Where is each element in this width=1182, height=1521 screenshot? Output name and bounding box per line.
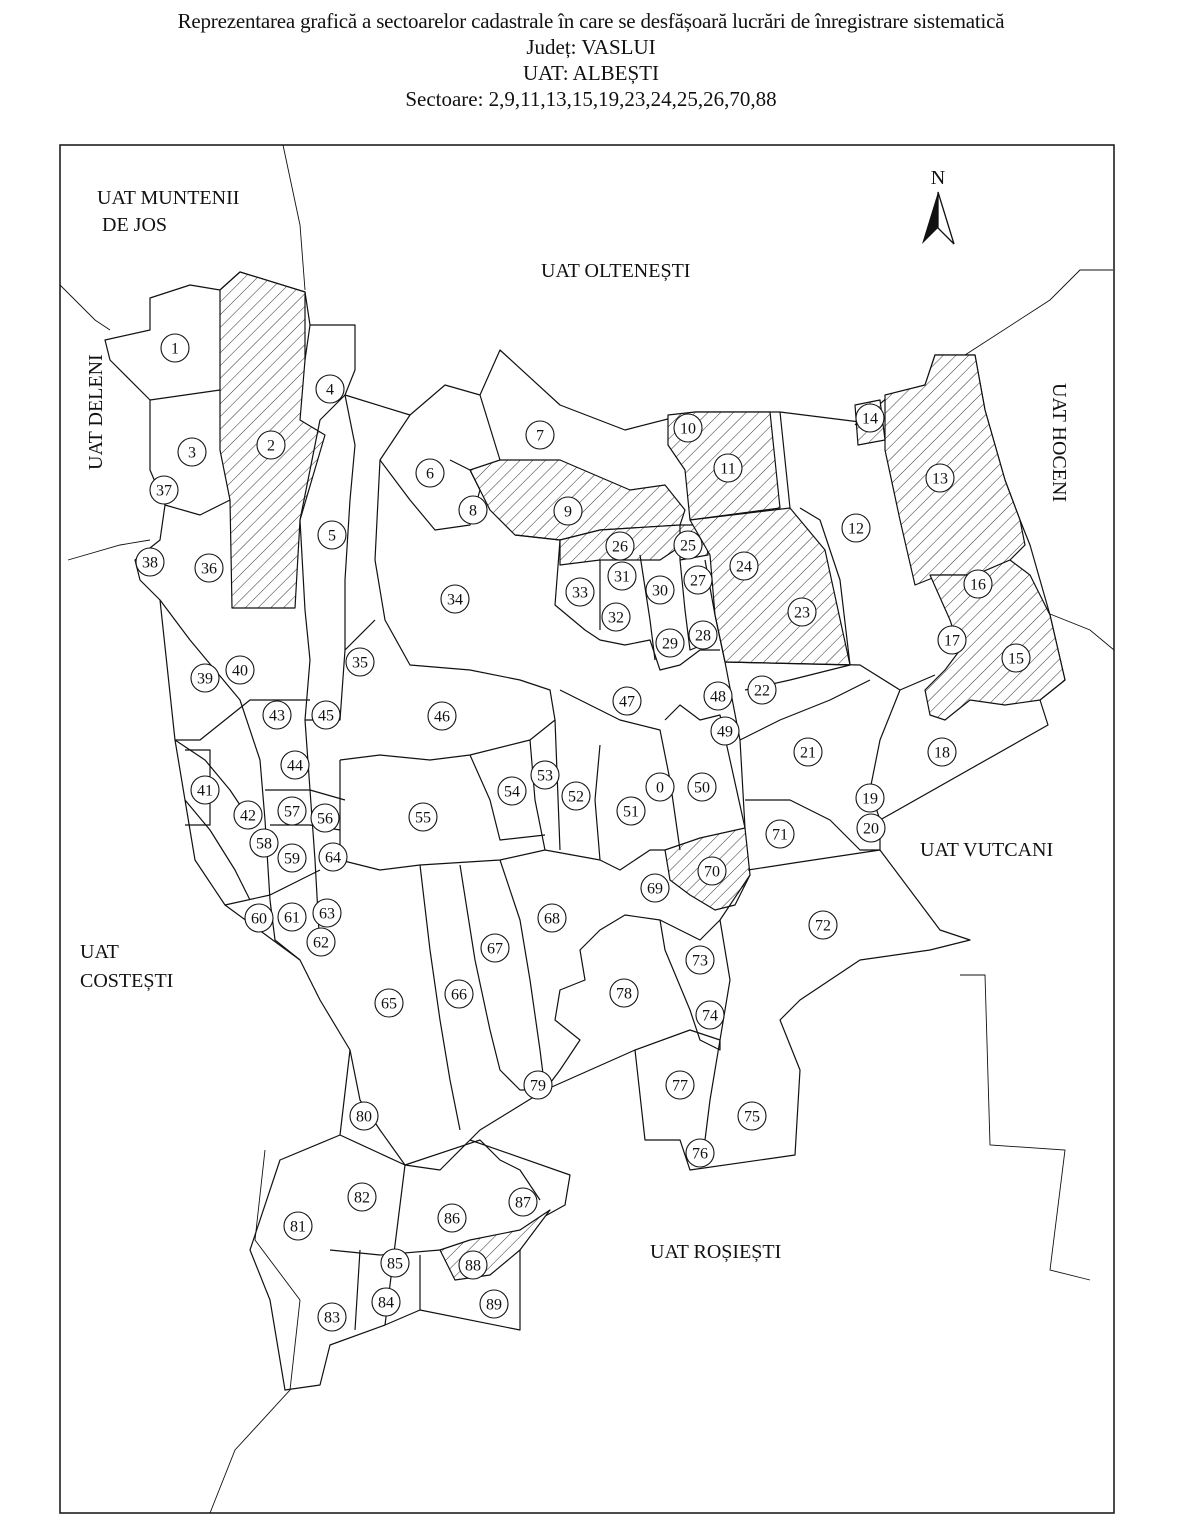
sector-number: 23 bbox=[794, 604, 810, 622]
neighbor-hoceni: UAT HOCENI bbox=[1048, 383, 1070, 503]
sector-label-9 bbox=[554, 497, 582, 525]
sector-label-8 bbox=[459, 496, 487, 524]
sector-label-47 bbox=[613, 687, 641, 715]
sector-label-27 bbox=[684, 566, 712, 594]
sector-number: 24 bbox=[736, 558, 752, 576]
sector-number: 60 bbox=[251, 910, 267, 928]
sector-number: 83 bbox=[324, 1309, 340, 1327]
sector-number: 2 bbox=[267, 437, 275, 455]
sector-number: 62 bbox=[313, 934, 329, 952]
sector-label-6 bbox=[416, 459, 444, 487]
sector-label-31 bbox=[608, 562, 636, 590]
sector-number: 86 bbox=[444, 1210, 460, 1228]
sector-label-35 bbox=[346, 648, 374, 676]
sector-label-77 bbox=[666, 1071, 694, 1099]
hatched-sectors bbox=[220, 272, 1065, 1280]
sector-number: 20 bbox=[863, 820, 879, 838]
sector-label-73 bbox=[686, 946, 714, 974]
sector-number: 14 bbox=[862, 410, 878, 428]
sector-label-42 bbox=[234, 801, 262, 829]
sector-label-87 bbox=[509, 1188, 537, 1216]
sector-number: 59 bbox=[284, 850, 300, 868]
sector-number: 78 bbox=[616, 985, 632, 1003]
sector-label-39 bbox=[191, 664, 219, 692]
sector-number: 67 bbox=[487, 940, 503, 958]
sector-label-15 bbox=[1002, 644, 1030, 672]
sector-number: 9 bbox=[564, 503, 572, 521]
sector-number: 89 bbox=[486, 1296, 502, 1314]
sector-label-34 bbox=[441, 585, 469, 613]
sector-label-21 bbox=[794, 738, 822, 766]
sector-number: 8 bbox=[469, 502, 477, 520]
county-label: Județ: VASLUI bbox=[526, 35, 656, 59]
sector-label-36 bbox=[195, 554, 223, 582]
sector-label-58 bbox=[250, 829, 278, 857]
sector-number: 38 bbox=[142, 554, 158, 572]
sector-number: 10 bbox=[680, 420, 696, 438]
sector-label-62 bbox=[307, 928, 335, 956]
sector-label-78 bbox=[610, 979, 638, 1007]
sector-number: 17 bbox=[944, 632, 960, 650]
sector-number: 50 bbox=[694, 779, 710, 797]
sector-number: 16 bbox=[970, 576, 986, 594]
sector-label-79 bbox=[524, 1071, 552, 1099]
sector-label-32 bbox=[602, 603, 630, 631]
sector-label-88 bbox=[459, 1251, 487, 1279]
sector-number: 69 bbox=[647, 880, 663, 898]
sector-label-72 bbox=[809, 911, 837, 939]
sector-label-10 bbox=[674, 414, 702, 442]
sector-label-20 bbox=[857, 814, 885, 842]
sector-number: 31 bbox=[614, 568, 630, 586]
sector-label-11 bbox=[714, 454, 742, 482]
sector-label-57 bbox=[278, 797, 306, 825]
sector-label-80 bbox=[350, 1102, 378, 1130]
sector-number: 68 bbox=[544, 910, 560, 928]
sector-number: 77 bbox=[672, 1077, 688, 1095]
north-arrow-icon bbox=[922, 167, 954, 244]
sector-label-40 bbox=[226, 656, 254, 684]
sector-label-23 bbox=[788, 598, 816, 626]
sector-number: 65 bbox=[381, 995, 397, 1013]
sector-label-65 bbox=[375, 989, 403, 1017]
sector-label-56 bbox=[311, 804, 339, 832]
sector-number: 43 bbox=[269, 707, 285, 725]
sector-number: 32 bbox=[608, 609, 624, 627]
sector-number: 42 bbox=[240, 807, 256, 825]
sector-number: 6 bbox=[426, 465, 434, 483]
sector-number: 12 bbox=[848, 520, 864, 538]
sector-number: 39 bbox=[197, 670, 213, 688]
sector-label-28 bbox=[689, 621, 717, 649]
sector-label-43 bbox=[263, 701, 291, 729]
sector-label-30 bbox=[646, 576, 674, 604]
sector-number: 27 bbox=[690, 572, 706, 590]
sector-label-13 bbox=[926, 464, 954, 492]
sector-label-60 bbox=[245, 904, 273, 932]
sector-label-76 bbox=[686, 1139, 714, 1167]
sector-number: 85 bbox=[387, 1255, 403, 1273]
sector-label-22 bbox=[748, 676, 776, 704]
sector-number: 15 bbox=[1008, 650, 1024, 668]
sector-number: 25 bbox=[680, 537, 696, 555]
sector-number: 49 bbox=[717, 723, 733, 741]
sector-label-71 bbox=[766, 820, 794, 848]
sector-number: 75 bbox=[744, 1108, 760, 1126]
sector-number: 52 bbox=[568, 788, 584, 806]
sector-label-50 bbox=[688, 773, 716, 801]
sector-number: 80 bbox=[356, 1108, 372, 1126]
sector-number: 57 bbox=[284, 803, 300, 821]
sector-label-44 bbox=[281, 751, 309, 779]
sector-number: 72 bbox=[815, 917, 831, 935]
neighbor-costesti-line2: COSTEȘTI bbox=[80, 970, 174, 992]
sector-label-0 bbox=[646, 773, 674, 801]
sector-number: 13 bbox=[932, 470, 948, 488]
neighbor-boundaries bbox=[60, 145, 1114, 1513]
neighbor-munteni-line1: UAT MUNTENII bbox=[97, 187, 240, 209]
sector-number: 55 bbox=[415, 809, 431, 827]
sector-number: 37 bbox=[156, 482, 172, 500]
sector-label-61 bbox=[278, 903, 306, 931]
uat-label: UAT: ALBEȘTI bbox=[522, 61, 660, 85]
sector-number: 18 bbox=[934, 744, 950, 762]
sector-number: 0 bbox=[656, 779, 664, 797]
sector-label-24 bbox=[730, 552, 758, 580]
sector-number: 45 bbox=[318, 707, 334, 725]
sector-number: 63 bbox=[319, 905, 335, 923]
sector-number: 84 bbox=[378, 1294, 394, 1312]
sector-label-67 bbox=[481, 934, 509, 962]
sector-label-37 bbox=[150, 476, 178, 504]
sector-number: 54 bbox=[504, 783, 520, 801]
sector-label-16 bbox=[964, 570, 992, 598]
sector-number: 36 bbox=[201, 560, 217, 578]
sector-label-74 bbox=[696, 1001, 724, 1029]
sector-number: 21 bbox=[800, 744, 816, 762]
sector-number: 66 bbox=[451, 986, 467, 1004]
sector-label-7 bbox=[526, 421, 554, 449]
sector-number: 81 bbox=[290, 1218, 306, 1236]
sector-label-12 bbox=[842, 514, 870, 542]
sector-number: 87 bbox=[515, 1194, 531, 1212]
sector-label-54 bbox=[498, 777, 526, 805]
sector-number: 30 bbox=[652, 582, 668, 600]
sector-label-85 bbox=[381, 1249, 409, 1277]
sector-label-29 bbox=[656, 629, 684, 657]
sector-label-66 bbox=[445, 980, 473, 1008]
sector-number: 40 bbox=[232, 662, 248, 680]
sector-number: 35 bbox=[352, 654, 368, 672]
sector-label-48 bbox=[704, 682, 732, 710]
sector-number: 51 bbox=[623, 803, 639, 821]
sector-number: 7 bbox=[536, 427, 544, 445]
sector-number: 76 bbox=[692, 1145, 708, 1163]
sector-label-26 bbox=[606, 532, 634, 560]
sector-label-89 bbox=[480, 1290, 508, 1318]
sector-number: 19 bbox=[862, 790, 878, 808]
sector-number: 29 bbox=[662, 635, 678, 653]
north-label: N bbox=[930, 167, 946, 189]
sector-label-19 bbox=[856, 784, 884, 812]
sector-number: 64 bbox=[325, 849, 341, 867]
sector-label-14 bbox=[856, 404, 884, 432]
sector-label-17 bbox=[938, 626, 966, 654]
neighbor-costesti-line1: UAT bbox=[80, 941, 119, 963]
sector-number: 88 bbox=[465, 1257, 481, 1275]
sector-number: 46 bbox=[434, 708, 450, 726]
neighbor-munteni-line2: DE JOS bbox=[102, 214, 168, 236]
sector-label-64 bbox=[319, 843, 347, 871]
sector-number: 44 bbox=[287, 757, 303, 775]
sector-label-51 bbox=[617, 797, 645, 825]
sector-number: 71 bbox=[772, 826, 788, 844]
map-frame bbox=[60, 145, 1114, 1513]
sector-label-38 bbox=[136, 548, 164, 576]
sector-number: 82 bbox=[354, 1189, 370, 1207]
sector-number: 28 bbox=[695, 627, 711, 645]
sector-label-33 bbox=[566, 578, 594, 606]
sector-label-68 bbox=[538, 904, 566, 932]
sector-label-81 bbox=[284, 1212, 312, 1240]
sector-number: 70 bbox=[704, 863, 720, 881]
sector-label-25 bbox=[674, 531, 702, 559]
sector-label-1 bbox=[161, 334, 189, 362]
sector-number: 11 bbox=[720, 460, 736, 478]
sector-label-53 bbox=[531, 761, 559, 789]
sector-number: 61 bbox=[284, 909, 300, 927]
sector-number: 1 bbox=[171, 340, 179, 358]
sector-label-55 bbox=[409, 803, 437, 831]
sector-number: 73 bbox=[692, 952, 708, 970]
sector-number: 53 bbox=[537, 767, 553, 785]
sector-label-52 bbox=[562, 782, 590, 810]
sector-label-63 bbox=[313, 899, 341, 927]
sector-label-82 bbox=[348, 1183, 376, 1211]
map-title: Reprezentarea grafică a sectoarelor cadastrale în care se desfășoară lucrări de înregistrare sistematică bbox=[177, 9, 1005, 33]
sector-number: 22 bbox=[754, 682, 770, 700]
sector-number: 58 bbox=[256, 835, 272, 853]
sector-label-49 bbox=[711, 717, 739, 745]
sector-label-86 bbox=[438, 1204, 466, 1232]
sector-number: 3 bbox=[188, 444, 196, 462]
sector-label-2 bbox=[257, 431, 285, 459]
sector-label-41 bbox=[191, 776, 219, 804]
sector-number: 34 bbox=[447, 591, 463, 609]
sector-number: 47 bbox=[619, 693, 635, 711]
neighbor-oltenesti: UAT OLTENEȘTI bbox=[541, 260, 691, 282]
sector-number: 26 bbox=[612, 538, 628, 556]
sector-label-69 bbox=[641, 874, 669, 902]
neighbor-deleni: UAT DELENI bbox=[85, 354, 107, 470]
sector-label-84 bbox=[372, 1288, 400, 1316]
neighbor-rosiesti: UAT ROȘIEȘTI bbox=[650, 1241, 782, 1263]
sector-label-4 bbox=[316, 375, 344, 403]
sector-label-45 bbox=[312, 701, 340, 729]
sectors-list: Sectoare: 2,9,11,13,15,19,23,24,25,26,70,88 bbox=[405, 87, 777, 111]
sector-number: 56 bbox=[317, 810, 333, 828]
sector-13-area bbox=[885, 355, 1025, 585]
sector-number: 41 bbox=[197, 782, 213, 800]
sector-label-3 bbox=[178, 438, 206, 466]
sector-label-5 bbox=[318, 521, 346, 549]
sector-number: 48 bbox=[710, 688, 726, 706]
sector-label-46 bbox=[428, 702, 456, 730]
sector-label-83 bbox=[318, 1303, 346, 1331]
sector-label-59 bbox=[278, 844, 306, 872]
sector-number: 79 bbox=[530, 1077, 546, 1095]
sector-label-18 bbox=[928, 738, 956, 766]
sector-number: 5 bbox=[328, 527, 336, 545]
sector-number: 33 bbox=[572, 584, 588, 602]
neighbor-vutcani: UAT VUTCANI bbox=[920, 839, 1054, 861]
sector-label-75 bbox=[738, 1102, 766, 1130]
sector-label-70 bbox=[698, 857, 726, 885]
sector-number: 74 bbox=[702, 1007, 718, 1025]
sector-number: 4 bbox=[326, 381, 334, 399]
